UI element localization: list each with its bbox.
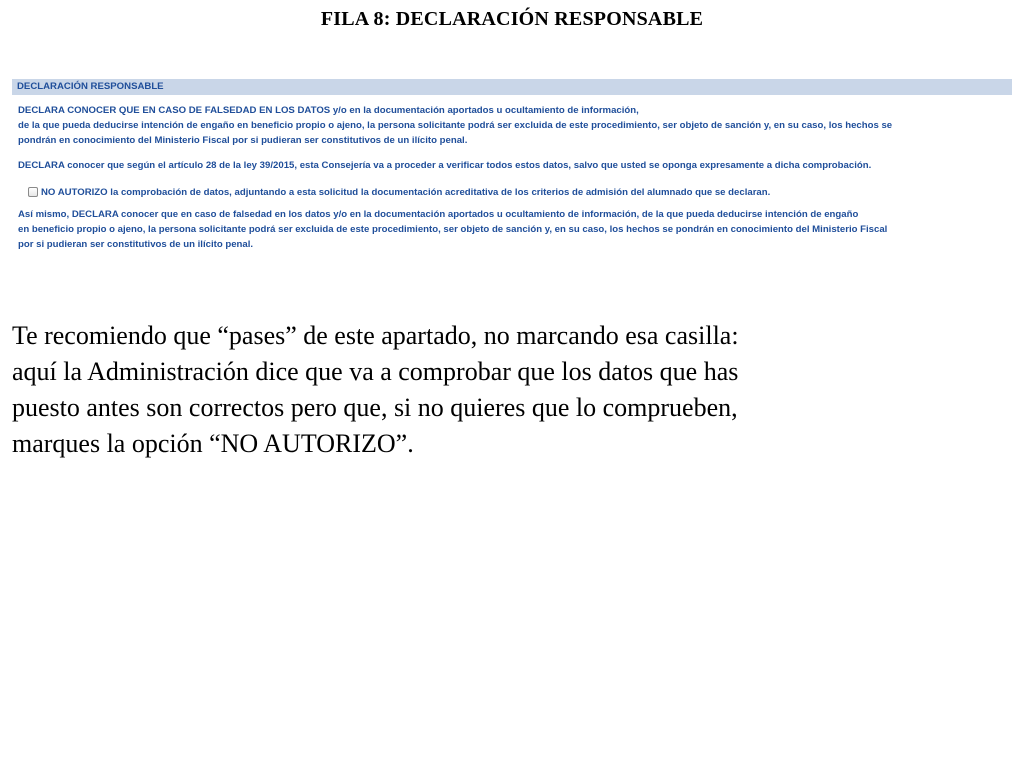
additional-declaration-text-line: en beneficio propio o ajeno, la persona solicitante podrá ser excluida de este procedimiento, ser objeto de sanción y, en su caso, los hechos se pondrán en conocimiento del Ministerio Fiscal [18,224,888,235]
declaration-text-line: DECLARA CONOCER QUE EN CASO DE FALSEDAD EN LOS DATOS y/o en la documentación aportados u ocultamiento de información, [18,105,639,116]
declaration-text-line: de la que pueda deducirse intención de engaño en beneficio propio o ajeno, la persona solicitante podrá ser excluida de este procedimiento, ser objeto de sanción y, en su caso, los hechos se [18,120,893,131]
advice-paragraph [12,318,1016,462]
no-autorizo-checkbox[interactable] [28,187,38,197]
advice-text-line: Te recomiendo que “pases” de este apartado, no marcando esa casilla: [12,321,739,350]
advice-text-line: puesto antes son correctos pero que, si no quieres que lo comprueben, [12,393,738,422]
additional-declaration-text-line: por si pudieran ser constitutivos de un ilícito penal. [18,239,254,250]
no-autorizo-label[interactable]: NO AUTORIZO la comprobación de datos, adjuntando a esta solicitud la documentación acreditativa de los criterios de admisión del alumnado que se declaran. [41,186,771,198]
declaration-text-line: pondrán en conocimiento del Ministerio Fiscal por si pudieran ser constitutivos de un ilícito penal. [18,135,468,146]
advice-text-line: marques la opción “NO AUTORIZO”. [12,429,414,458]
verification-notice-text: DECLARA conocer que según el artículo 28 de la ley 39/2015, esta Consejería va a proceder a verificar todos estos datos, salvo que usted se oponga expresamente a dicha comprobación. [18,160,872,171]
declaration-form-panel [12,79,1012,257]
advice-text-line: aquí la Administración dice que va a comprobar que los datos que has [12,357,739,386]
form-section-header: DECLARACIÓN RESPONSABLE [12,79,1012,95]
additional-declaration-text-line: Así mismo, DECLARA conocer que en caso de falsedad en los datos y/o en la documentación aportados u ocultamiento de información, de la que pueda deducirse intención de engaño [18,209,859,220]
no-autorizo-option[interactable] [28,185,770,199]
slide-title: FILA 8: DECLARACIÓN RESPONSABLE [320,8,704,30]
